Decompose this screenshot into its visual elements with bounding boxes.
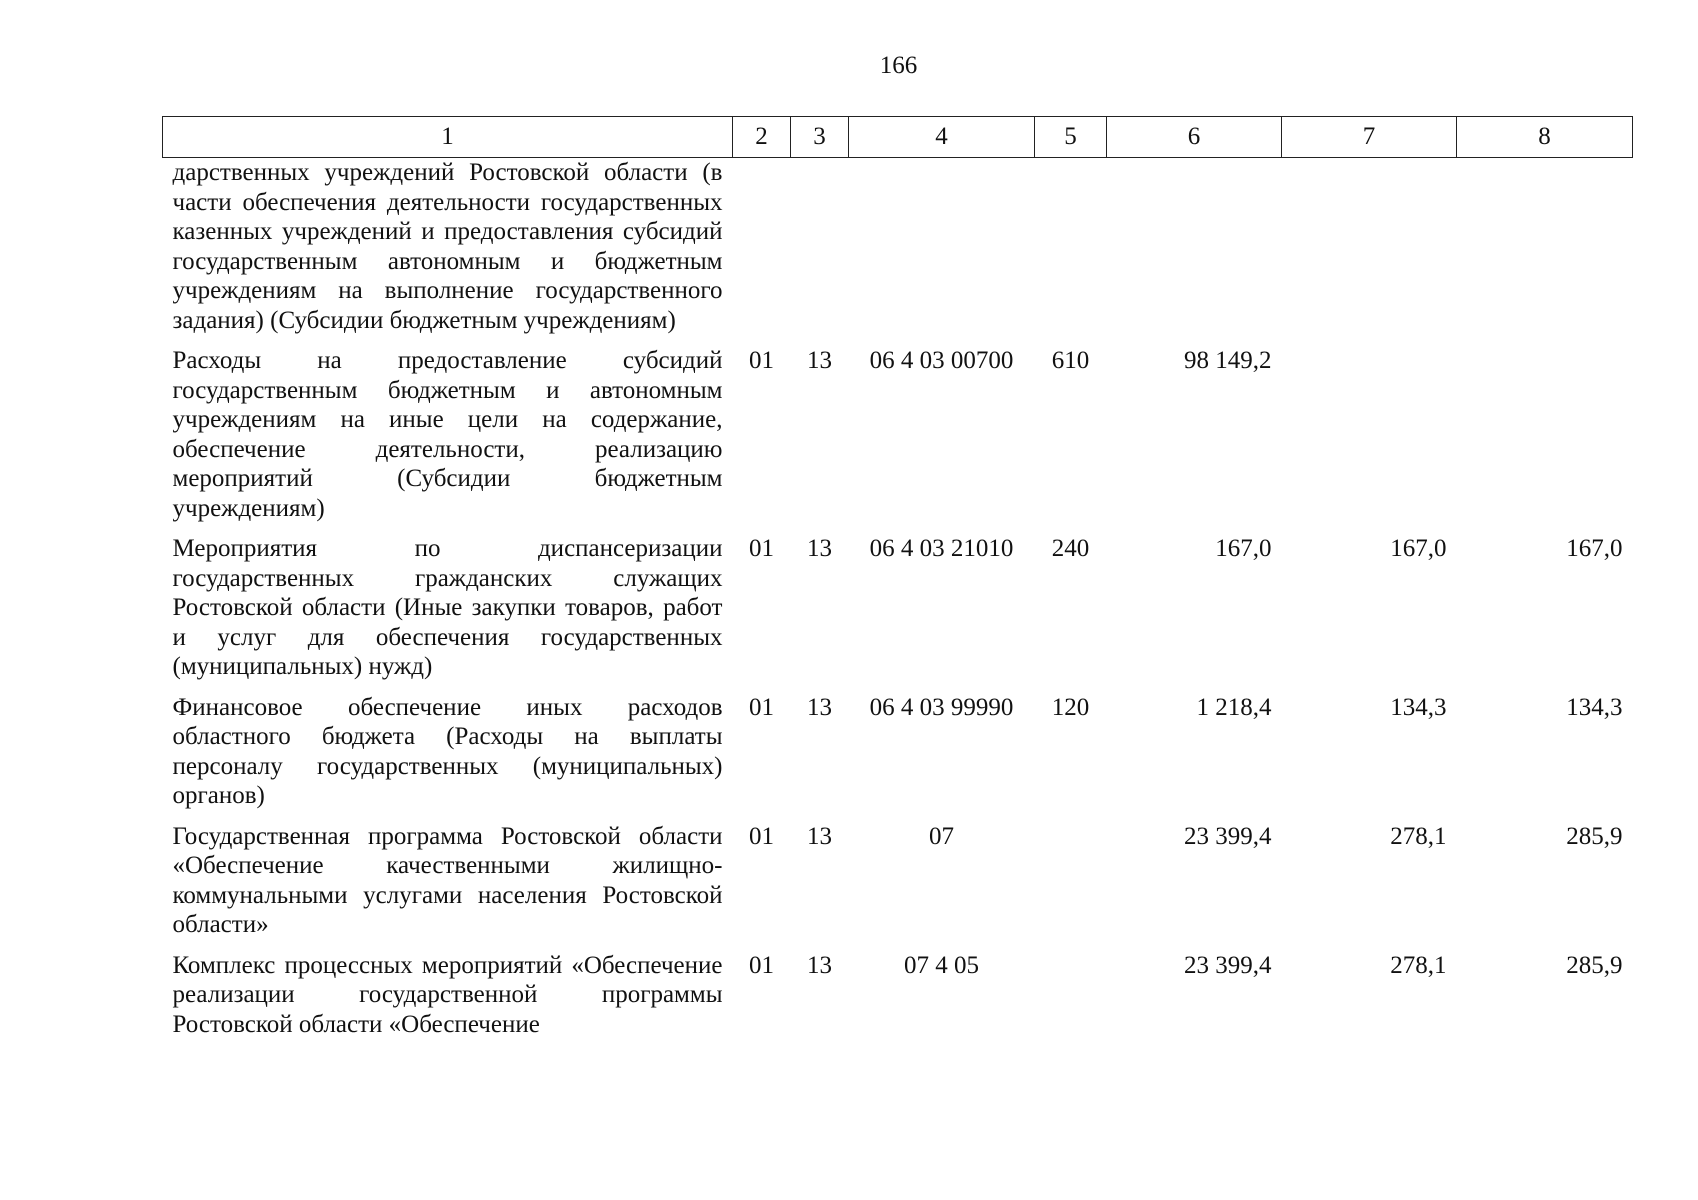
row-subsection: 13 (807, 693, 832, 721)
row-amount-year-3: 285,9 (1566, 822, 1623, 850)
row-amount-year-3 (1457, 346, 1633, 534)
row-amount-year-3: 167,0 (1566, 535, 1623, 562)
row-target-article: 06 4 03 00700 (869, 347, 1014, 374)
row-expense-type: 240 (1051, 535, 1090, 562)
table-row (163, 346, 1633, 534)
page-number: 166 (879, 52, 918, 79)
row-amount-year-1: 23 399,4 (1184, 822, 1272, 850)
table-row (163, 951, 1633, 1051)
row-section: 01 (749, 951, 774, 979)
row-amount-year-2: 134,3 (1390, 693, 1447, 721)
row-amount-year-2 (1282, 158, 1457, 347)
row-amount-year-1 (1107, 158, 1282, 347)
row-subsection: 13 (807, 535, 832, 562)
row-amount-year-3 (1457, 158, 1633, 347)
header-col-5: 5 (1035, 117, 1107, 158)
row-subsection: 13 (807, 951, 832, 979)
header-row (163, 117, 1633, 158)
table-row (163, 822, 1633, 951)
table-header (163, 117, 1633, 158)
row-subsection: 13 (807, 347, 832, 374)
row-amount-year-2: 278,1 (1390, 951, 1447, 979)
row-section: 01 (749, 535, 774, 562)
budget-table (162, 116, 1633, 1050)
row-expense-type: 120 (1051, 693, 1090, 721)
row-section: 01 (749, 693, 774, 721)
table-row (163, 534, 1633, 693)
row-expense-type (1035, 158, 1107, 347)
row-amount-year-3: 134,3 (1566, 693, 1623, 721)
row-amount-year-2: 278,1 (1390, 822, 1447, 850)
row-expense-type (1035, 951, 1107, 1051)
row-amount-year-1: 1 218,4 (1196, 693, 1272, 721)
row-target-article: 07 (929, 822, 954, 850)
header-col-7: 7 (1282, 117, 1457, 158)
row-target-article: 06 4 03 21010 (869, 535, 1014, 562)
table-body (163, 158, 1633, 1051)
row-description: дарственных учреждений Ростовской области (в части обеспечения деятельности государственных казенных учреждений и предоставления субсидий государственным автономным и бюджетным учреждениям на выполнение государственного задания) (Субсидии бюджетным учреждениям) (172, 159, 723, 334)
row-amount-year-1: 167,0 (1215, 535, 1272, 562)
header-col-1: 1 (163, 117, 733, 158)
row-target-article: 07 4 05 (904, 951, 979, 979)
row-description: Государственная программа Ростовской области «Обеспечение качественными жилищно-коммунальными услугами населения Ростовской области» (172, 822, 723, 938)
row-description: Финансовое обеспечение иных расходов областного бюджета (Расходы на выплаты персоналу государственных (муниципальных) органов) (172, 693, 723, 809)
row-amount-year-1: 98 149,2 (1184, 347, 1272, 374)
row-amount-year-3: 285,9 (1566, 951, 1623, 979)
row-expense-type: 610 (1051, 347, 1090, 374)
header-col-4: 4 (849, 117, 1035, 158)
row-description: Мероприятия по диспансеризации государственных гражданских служащих Ростовской области (Иные закупки товаров, работ и услуг для обеспечения государственных (муниципальных) нужд) (172, 535, 723, 680)
row-section: 01 (749, 822, 774, 850)
row-amount-year-2: 167,0 (1390, 535, 1447, 562)
row-subsection (791, 158, 849, 347)
row-subsection: 13 (807, 822, 832, 850)
header-col-8: 8 (1457, 117, 1633, 158)
table-row (163, 158, 1633, 347)
row-target-article: 06 4 03 99990 (869, 693, 1014, 721)
table-row (163, 693, 1633, 822)
row-expense-type (1035, 822, 1107, 951)
row-description: Комплекс процессных мероприятий «Обеспечение реализации государственной программы Ростовской области «Обеспечение (172, 951, 723, 1038)
row-amount-year-2 (1282, 346, 1457, 534)
header-col-2: 2 (733, 117, 791, 158)
row-section (733, 158, 791, 347)
row-section: 01 (749, 347, 774, 374)
header-col-6: 6 (1107, 117, 1282, 158)
row-description: Расходы на предоставление субсидий государственным бюджетным и автономным учреждениям на иные цели на содержание, обеспечение деятельности, реализацию мероприятий (Субсидии бюджетным учреждениям) (172, 347, 723, 522)
row-target-article (849, 158, 1035, 347)
header-col-3: 3 (791, 117, 849, 158)
row-amount-year-1: 23 399,4 (1184, 951, 1272, 979)
